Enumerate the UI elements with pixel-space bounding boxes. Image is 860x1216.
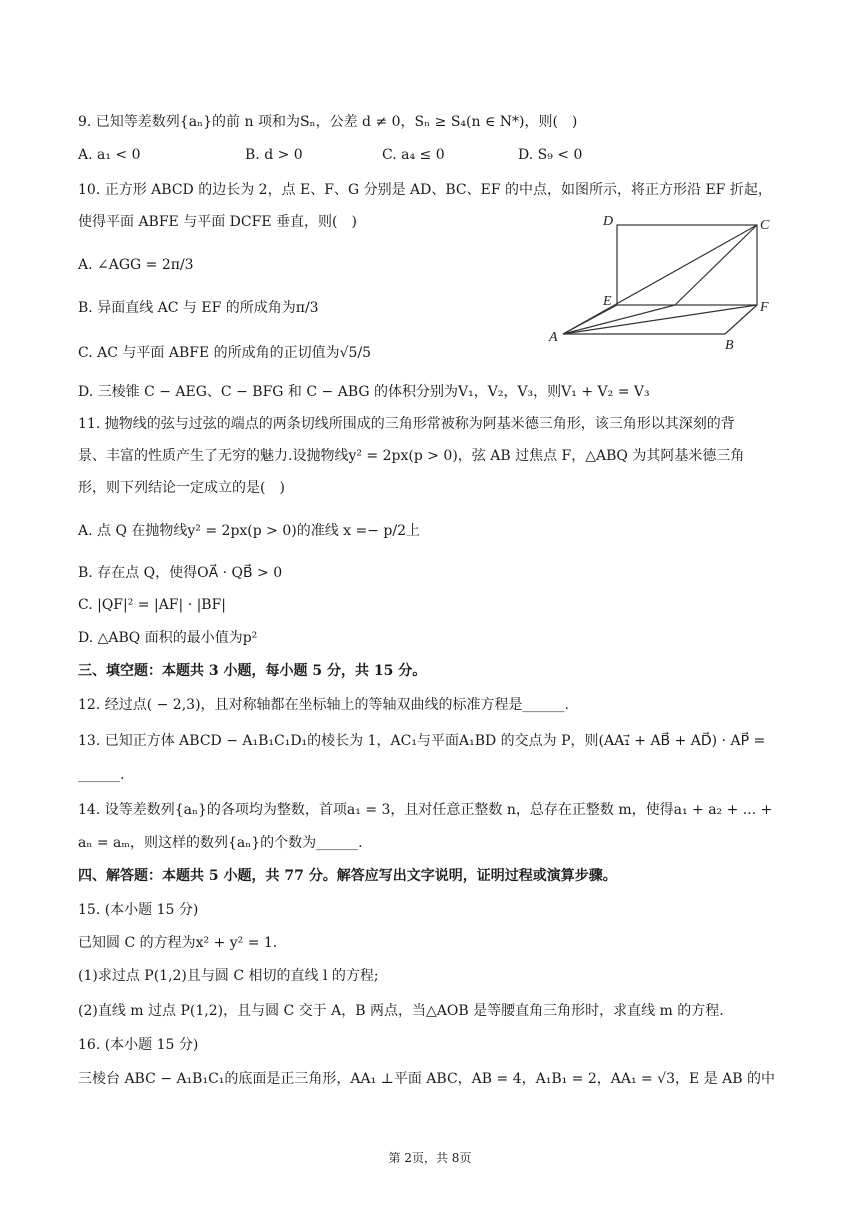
q11-stem-3: 形，则下列结论一定成立的是( ) [78,480,285,496]
segment-gc [675,225,757,305]
q11-stem-1: 11. 抛物线的弦与过弦的端点的两条切线所围成的三角形常被称为阿基米德三角形，该三角形以其深刻的背 [78,416,735,432]
q14-line-2: aₙ = aₘ，则这样的数列{aₙ}的个数为______. [78,835,363,851]
q11-option-c: C. |QF|² = |AF| · |BF| [78,597,227,613]
segment-ac [563,225,757,334]
q9-option-a: A. a₁ < 0 [78,147,141,163]
label-f: F [760,300,769,315]
folded-square-figure [545,205,785,355]
q10-stem-1: 10. 正方形 ABCD 的边长为 2，点 E、F、G 分别是 AD、BC、EF 的中点，如图所示，将正方形沿 EF 折起， [78,182,772,198]
q11-option-a: A. 点 Q 在抛物线y² = 2px(p > 0)的准线 x =− p/2上 [78,523,421,539]
q9-option-b: B. d > 0 [245,147,303,163]
label-b: B [725,338,734,353]
q13-line-2: ______. [78,767,125,783]
q10-option-c: C. AC 与平面 ABFE 的所成角的正切值为√5/5 [78,345,372,361]
q10-option-b: B. 异面直线 AC 与 EF 的所成角为π/3 [78,300,319,316]
q9-option-d: D. S₉ < 0 [518,147,583,163]
q10-option-a: A. ∠AGG = 2π/3 [78,257,194,273]
q12: 12. 经过点( − 2,3)，且对称轴都在坐标轴上的等轴双曲线的标准方程是______. [78,697,569,713]
label-a: A [549,330,558,345]
q11-option-b: B. 存在点 Q，使得OA⃗ · QB⃗ > 0 [78,565,283,581]
q15-line-2: (1)求过点 P(1,2)且与圆 C 相切的直线 l 的方程; [78,968,379,984]
q9-option-c: C. a₄ ≤ 0 [382,147,445,163]
label-e: E [603,294,612,309]
page-footer: 第 2页，共 8页 [388,1151,472,1165]
label-d: D [603,214,614,229]
section-4-heading: 四、解答题：本题共 5 小题，共 77 分。解答应写出文字说明，证明过程或演算步骤。 [78,868,617,884]
q10-option-d: D. 三棱锥 C − AEG、C − BFG 和 C − ABG 的体积分别为V₁，V₂，V₃，则V₁ + V₂ = V₃ [78,384,650,400]
q11-stem-2: 景、丰富的性质产生了无穷的魅力.设抛物线y² = 2px(p > 0)，弦 AB 过焦点 F，△ABQ 为其阿基米德三角 [78,448,745,464]
q14-line-1: 14. 设等差数列{aₙ}的各项均为整数，首项a₁ = 3，且对任意正整数 n，总存在正整数 m，使得a₁ + a₂ + ... + [78,802,773,818]
label-c: C [760,218,770,233]
q9-stem: 9. 已知等差数列{aₙ}的前 n 项和为Sₙ，公差 d ≠ 0，Sₙ ≥ S₄(n ∈ N*)，则( ) [78,114,578,130]
q10-stem-2: 使得平面 ABFE 与平面 DCFE 垂直，则( ) [78,214,357,230]
q15-heading: 15. (本小题 15 分) [78,902,199,918]
q13-line-1: 13. 已知正方体 ABCD − A₁B₁C₁D₁的棱长为 1，AC₁与平面A₁BD 的交点为 P，则(AA₁⃗ + AB⃗ + AD⃗) · AP⃗ = [78,733,766,749]
q15-line-1: 已知圆 C 的方程为x² + y² = 1. [78,935,278,951]
q11-option-d: D. △ABQ 面积的最小值为p² [78,630,258,646]
q16-heading: 16. (本小题 15 分) [78,1037,199,1053]
q15-line-3: (2)直线 m 过点 P(1,2)，且与圆 C 交于 A，B 两点，当△AOB 是等腰直角三角形时，求直线 m 的方程. [78,1003,724,1019]
q16-line-1: 三棱台 ABC − A₁B₁C₁的底面是正三角形，AA₁ ⊥平面 ABC，AB = 4，A₁B₁ = 2，AA₁ = √3，E 是 AB 的中 [78,1071,776,1087]
q9-options [78,145,778,165]
section-3-heading: 三、填空题：本题共 3 小题，每小题 5 分，共 15 分。 [78,663,427,679]
